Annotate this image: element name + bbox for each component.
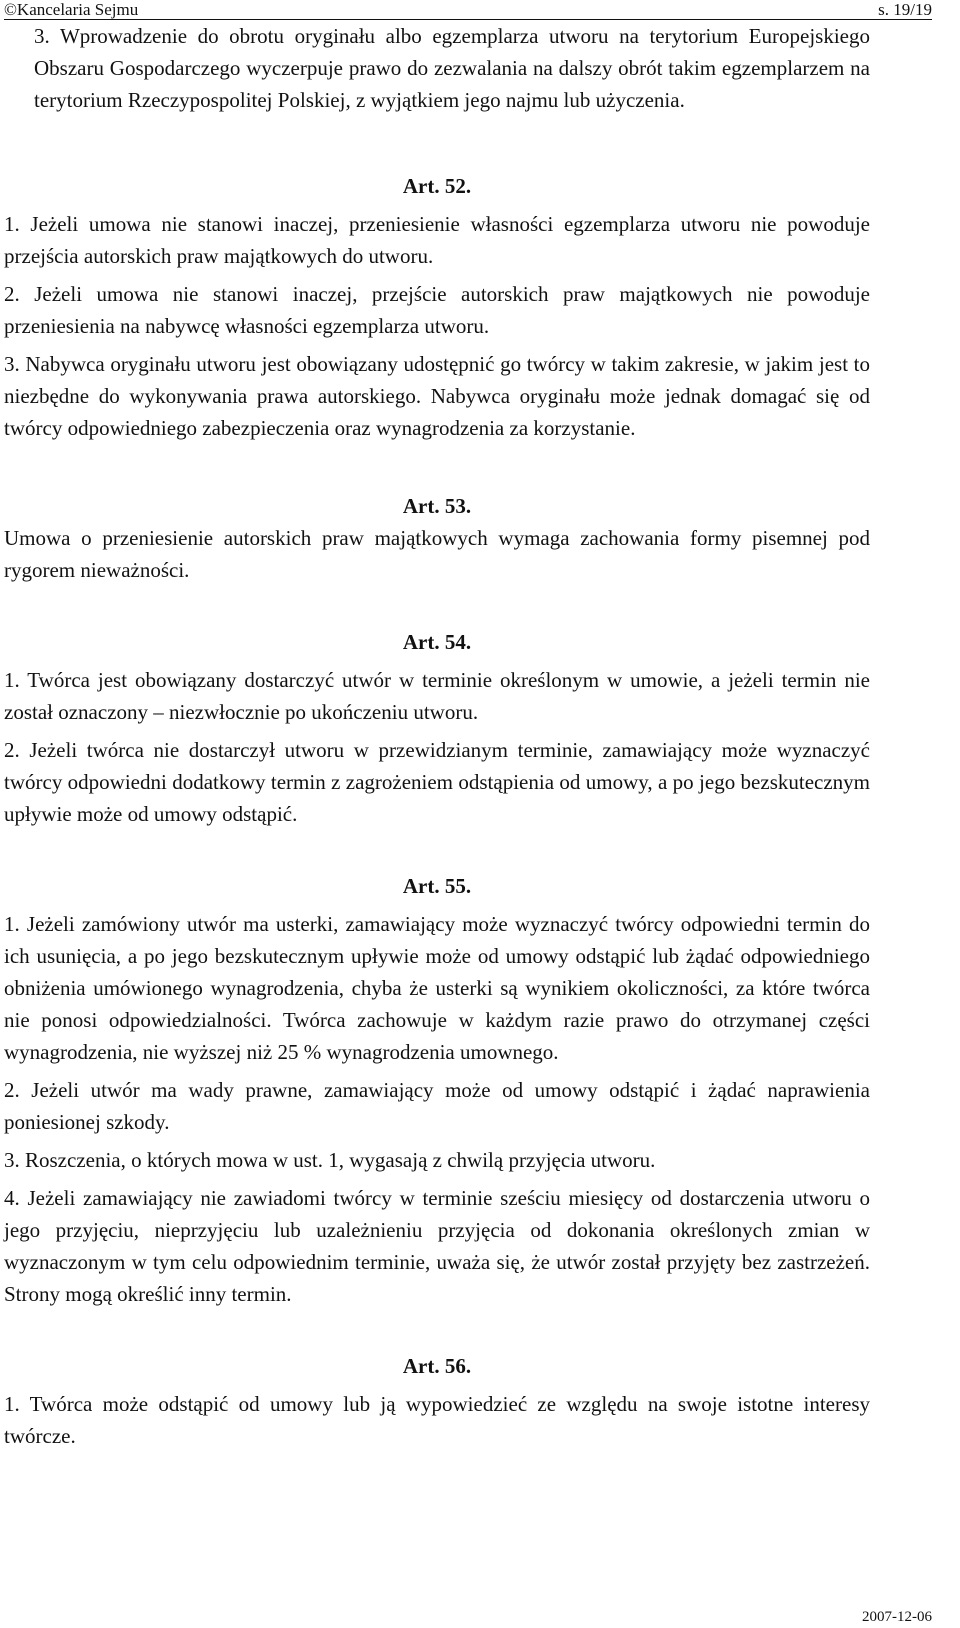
article-heading: Art. 53.: [402, 494, 472, 518]
paragraph: 2. Jeżeli utwór ma wady prawne, zamawiający może od umowy odstąpić i żądać naprawienia poniesionej szkody.: [4, 1078, 870, 1134]
paragraph: 1. Twórca może odstąpić od umowy lub ją wypowiedzieć ze względu na swoje istotne interesy twórcze.: [4, 1392, 870, 1448]
document-body: [4, 20, 870, 1452]
paragraph: 1. Jeżeli zamówiony utwór ma usterki, zamawiający może wyznaczyć twórcy odpowiedni termin do ich usunięcia, a po jego bezskutecznym upływie może od umowy odstąpić lub żądać odpowiedniego obniżenia umówionego wynagrodzenia, chyba że usterki są wynikiem okoliczności, za które twórca nie ponosi odpowiedzialności. Twórca zachowuje w każdym razie prawo do otrzymanej części wynagrodzenia, nie wyższej niż 25 % wynagrodzenia umownego.: [4, 912, 870, 1064]
article-heading: Art. 52.: [402, 174, 472, 198]
article-heading: Art. 56.: [402, 1354, 472, 1378]
paragraph: 1. Jeżeli umowa nie stanowi inaczej, przeniesienie własności egzemplarza utworu nie powoduje przejścia autorskich praw majątkowych do utworu.: [4, 212, 870, 268]
paragraph: 3. Roszczenia, o których mowa w ust. 1, wygasają z chwilą przyjęcia utworu.: [4, 1148, 656, 1172]
article-heading: Art. 55.: [402, 874, 472, 898]
header-source: ©Kancelaria Sejmu: [4, 0, 139, 19]
page-number: s. 19/19: [878, 0, 932, 19]
paragraph: 3. Wprowadzenie do obrotu oryginału albo egzemplarza utworu na terytorium Europejskiego Obszaru Gospodarczego wyczerpuje prawo do zezwalania na dalszy obrót takim egzemplarzem na terytorium Rzeczypospolitej Polskiej, z wyjątkiem jego najmu lub użyczenia.: [34, 24, 870, 112]
document-date: 2007-12-06: [862, 1609, 932, 1625]
paragraph: Umowa o przeniesienie autorskich praw majątkowych wymaga zachowania formy pisemnej pod rygorem nieważności.: [4, 526, 870, 582]
paragraph: 4. Jeżeli zamawiający nie zawiadomi twórcy w terminie sześciu miesięcy od dostarczenia utworu o jego przyjęciu, nieprzyjęciu lub uzależnieniu przyjęcia od dokonania określonych zmian w wyznaczonym w tym celu odpowiednim terminie, uważa się, że utwór został przyjęty bez zastrzeżeń. Strony mogą określić inny termin.: [4, 1186, 870, 1306]
paragraph: 1. Twórca jest obowiązany dostarczyć utwór w terminie określonym w umowie, a jeżeli termin nie został oznaczony – niezwłocznie po ukończeniu utworu.: [4, 668, 870, 724]
paragraph: 2. Jeżeli umowa nie stanowi inaczej, przejście autorskich praw majątkowych nie powoduje przeniesienia na nabywcę własności egzemplarza utworu.: [4, 282, 870, 338]
paragraph: 3. Nabywca oryginału utworu jest obowiązany udostępnić go twórcy w takim zakresie, w jakim jest to niezbędne do wykonywania prawa autorskiego. Nabywca oryginału może jednak domagać się od twórcy odpowiedniego zabezpieczenia oraz wynagrodzenia za korzystanie.: [4, 352, 870, 440]
article-heading: Art. 54.: [402, 630, 472, 654]
paragraph: 2. Jeżeli twórca nie dostarczył utworu w przewidzianym terminie, zamawiający może wyznaczyć twórcy odpowiedni dodatkowy termin z zagrożeniem odstąpienia od umowy, a po jego bezskutecznym upływie może od umowy odstąpić.: [4, 738, 870, 826]
